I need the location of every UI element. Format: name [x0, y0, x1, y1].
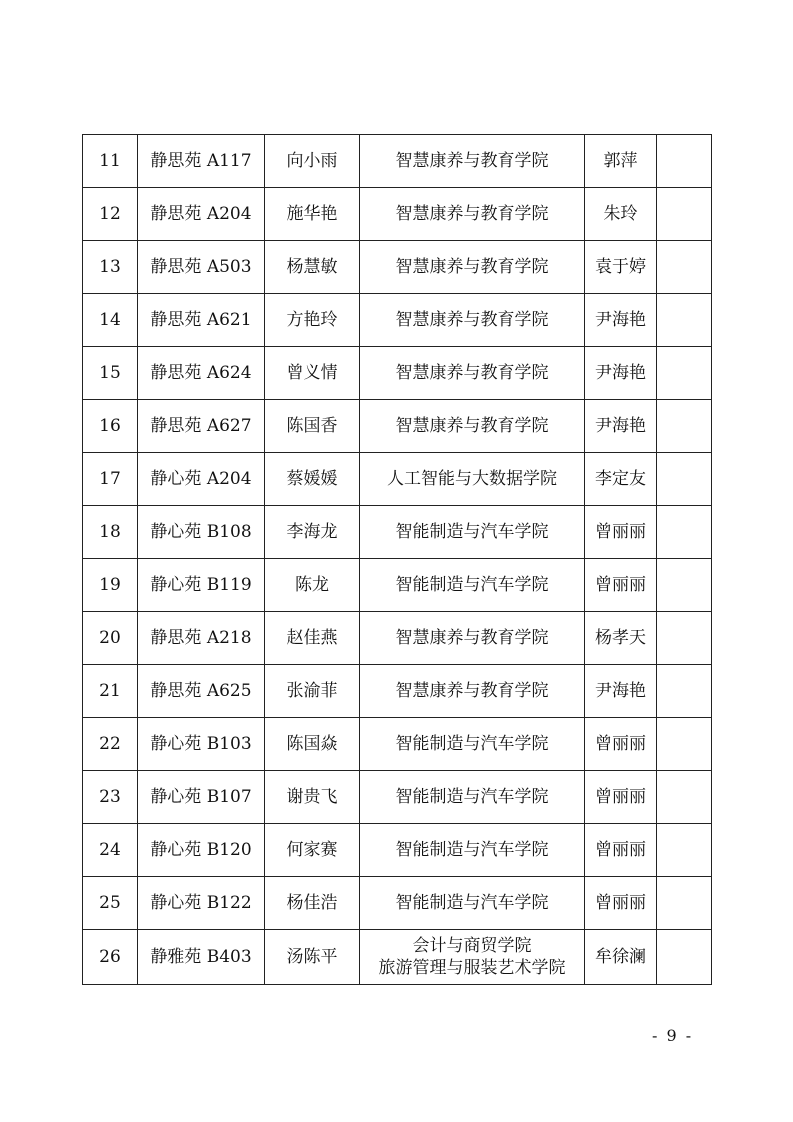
- note-cell: [657, 877, 712, 930]
- row-number-cell: 24: [83, 824, 138, 877]
- table-row: [83, 241, 712, 294]
- row-number-cell: 15: [83, 347, 138, 400]
- dorm-room-cell: 静思苑 A625: [138, 665, 265, 718]
- student-name-cell: 方艳玲: [265, 294, 360, 347]
- row-number-cell: 22: [83, 718, 138, 771]
- table-row: [83, 347, 712, 400]
- dorm-room-cell: 静心苑 B119: [138, 559, 265, 612]
- dorm-room-cell: 静心苑 B108: [138, 506, 265, 559]
- counselor-cell: 李定友: [585, 453, 657, 506]
- student-name-cell: 曾义情: [265, 347, 360, 400]
- college-cell: 人工智能与大数据学院: [360, 453, 585, 506]
- note-cell: [657, 612, 712, 665]
- college-cell: 智能制造与汽车学院: [360, 877, 585, 930]
- student-name-cell: 杨佳浩: [265, 877, 360, 930]
- roster-table-body: [83, 135, 712, 985]
- college-cell: 智能制造与汽车学院: [360, 559, 585, 612]
- college-cell: 智能制造与汽车学院: [360, 506, 585, 559]
- student-name-cell: 汤陈平: [265, 930, 360, 985]
- row-number-cell: 25: [83, 877, 138, 930]
- table-row: [83, 718, 712, 771]
- student-name-cell: 陈国焱: [265, 718, 360, 771]
- note-cell: [657, 930, 712, 985]
- dorm-room-cell: 静思苑 A204: [138, 188, 265, 241]
- table-row: [83, 877, 712, 930]
- row-number-cell: 26: [83, 930, 138, 985]
- note-cell: [657, 135, 712, 188]
- counselor-cell: 曾丽丽: [585, 718, 657, 771]
- counselor-cell: 曾丽丽: [585, 824, 657, 877]
- college-cell: 智慧康养与教育学院: [360, 400, 585, 453]
- college-cell: 智慧康养与教育学院: [360, 241, 585, 294]
- counselor-cell: 尹海艳: [585, 400, 657, 453]
- note-cell: [657, 771, 712, 824]
- counselor-cell: 袁于婷: [585, 241, 657, 294]
- dorm-room-cell: 静心苑 B103: [138, 718, 265, 771]
- table-row: [83, 930, 712, 985]
- dorm-room-cell: 静思苑 A621: [138, 294, 265, 347]
- row-number-cell: 14: [83, 294, 138, 347]
- dorm-room-cell: 静思苑 A624: [138, 347, 265, 400]
- note-cell: [657, 453, 712, 506]
- counselor-cell: 曾丽丽: [585, 559, 657, 612]
- row-number-cell: 17: [83, 453, 138, 506]
- college-cell: 智能制造与汽车学院: [360, 718, 585, 771]
- counselor-cell: 郭萍: [585, 135, 657, 188]
- counselor-cell: 曾丽丽: [585, 771, 657, 824]
- college-line-2: 旅游管理与服装艺术学院: [378, 958, 566, 978]
- student-name-cell: 蔡媛媛: [265, 453, 360, 506]
- dorm-room-cell: 静雅苑 B403: [138, 930, 265, 985]
- table-row: [83, 824, 712, 877]
- table-row: [83, 135, 712, 188]
- note-cell: [657, 506, 712, 559]
- counselor-cell: 牟徐澜: [585, 930, 657, 985]
- row-number-cell: 13: [83, 241, 138, 294]
- page-number: - 9 -: [652, 1026, 694, 1045]
- student-name-cell: 陈国香: [265, 400, 360, 453]
- note-cell: [657, 718, 712, 771]
- note-cell: [657, 241, 712, 294]
- dorm-room-cell: 静思苑 A218: [138, 612, 265, 665]
- note-cell: [657, 347, 712, 400]
- roster-table: [82, 134, 712, 985]
- table-row: [83, 506, 712, 559]
- student-name-cell: 陈龙: [265, 559, 360, 612]
- student-name-cell: 赵佳燕: [265, 612, 360, 665]
- counselor-cell: 尹海艳: [585, 665, 657, 718]
- note-cell: [657, 824, 712, 877]
- dorm-room-cell: 静思苑 A503: [138, 241, 265, 294]
- row-number-cell: 11: [83, 135, 138, 188]
- row-number-cell: 21: [83, 665, 138, 718]
- row-number-cell: 19: [83, 559, 138, 612]
- note-cell: [657, 665, 712, 718]
- counselor-cell: 尹海艳: [585, 294, 657, 347]
- table-row: [83, 612, 712, 665]
- counselor-cell: 朱玲: [585, 188, 657, 241]
- student-name-cell: 何家赛: [265, 824, 360, 877]
- table-row: [83, 453, 712, 506]
- dorm-room-cell: 静心苑 B107: [138, 771, 265, 824]
- college-cell: 智慧康养与教育学院: [360, 665, 585, 718]
- student-name-cell: 李海龙: [265, 506, 360, 559]
- dorm-room-cell: 静心苑 B122: [138, 877, 265, 930]
- dorm-room-cell: 静心苑 A204: [138, 453, 265, 506]
- table-row: [83, 559, 712, 612]
- counselor-cell: 杨孝天: [585, 612, 657, 665]
- note-cell: [657, 559, 712, 612]
- row-number-cell: 23: [83, 771, 138, 824]
- row-number-cell: 16: [83, 400, 138, 453]
- college-cell: 智慧康养与教育学院: [360, 135, 585, 188]
- dorm-room-cell: 静思苑 A627: [138, 400, 265, 453]
- college-cell: 智慧康养与教育学院: [360, 612, 585, 665]
- counselor-cell: 曾丽丽: [585, 506, 657, 559]
- note-cell: [657, 188, 712, 241]
- table-row: [83, 400, 712, 453]
- college-cell: [360, 930, 585, 985]
- college-line-1: 会计与商贸学院: [412, 936, 532, 956]
- row-number-cell: 18: [83, 506, 138, 559]
- table-row: [83, 294, 712, 347]
- table-row: [83, 188, 712, 241]
- counselor-cell: 曾丽丽: [585, 877, 657, 930]
- counselor-cell: 尹海艳: [585, 347, 657, 400]
- student-name-cell: 谢贵飞: [265, 771, 360, 824]
- table-row: [83, 771, 712, 824]
- student-name-cell: 向小雨: [265, 135, 360, 188]
- college-cell: 智慧康养与教育学院: [360, 294, 585, 347]
- table-row: [83, 665, 712, 718]
- college-cell: 智能制造与汽车学院: [360, 824, 585, 877]
- student-name-cell: 施华艳: [265, 188, 360, 241]
- student-name-cell: 杨慧敏: [265, 241, 360, 294]
- college-cell: 智能制造与汽车学院: [360, 771, 585, 824]
- college-cell: 智慧康养与教育学院: [360, 347, 585, 400]
- dorm-room-cell: 静心苑 B120: [138, 824, 265, 877]
- note-cell: [657, 294, 712, 347]
- dorm-room-cell: 静思苑 A117: [138, 135, 265, 188]
- row-number-cell: 20: [83, 612, 138, 665]
- note-cell: [657, 400, 712, 453]
- row-number-cell: 12: [83, 188, 138, 241]
- college-cell: 智慧康养与教育学院: [360, 188, 585, 241]
- student-name-cell: 张渝菲: [265, 665, 360, 718]
